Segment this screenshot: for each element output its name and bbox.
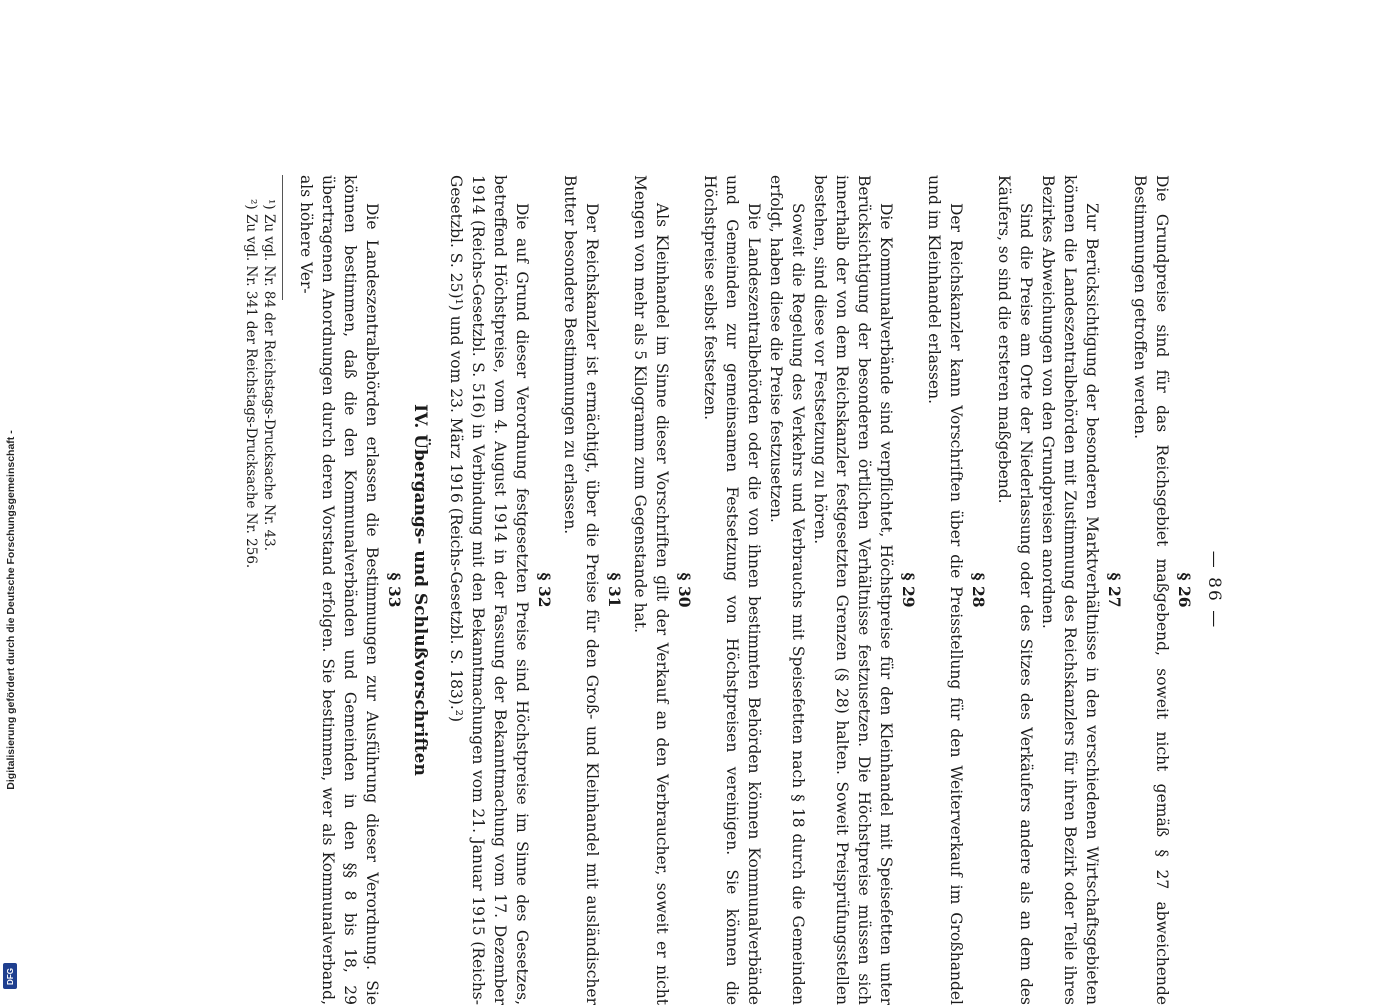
section-27-title: § 27 — [1105, 572, 1124, 608]
section-28-text: Der Reichskanzler kann Vorschriften über die Preisstellung für den Weiterverkauf im Großhandel und im Kleinhandel erlassen. — [925, 175, 965, 1005]
section-30-title: § 30 — [675, 572, 694, 608]
footnote-divider — [282, 175, 283, 300]
dfg-logo: DFG — [3, 963, 17, 989]
section-32-title: § 32 — [535, 572, 554, 608]
section-29-text-2: Soweit die Regelung des Verkehrs und Verbrauchs mit Speisefetten nach § 18 durch die Gemeinden erfolgt, haben diese die Preise festzusetzen. — [767, 175, 807, 1005]
section-30-text: Als Kleinhandel im Sinne dieser Vorschriften gilt der Verkauf an den Verbraucher, soweit er nicht Mengen von mehr als 5 Kilogramm zum Gegenstande hat. — [631, 175, 671, 1005]
footnote-1: ¹) Zu vgl. Nr. 84 der Reichstags-Drucksache Nr. 43. — [261, 199, 277, 552]
section-29-text-3: Die Landeszentralbehörden oder die von ihnen bestimmten Behörden können Kommunalverbände und Gemeinden zur gemeinsamen Festsetzung von Höchstpreisen vereinigen. Sie können die Höchstpreise selbst festsetzen. — [701, 175, 763, 1005]
rotated-document — [155, 175, 1225, 1005]
banner-text: Digitalisierung gefördert durch die Deutsche Forschungsgemeinschaft - — [5, 430, 17, 790]
section-32-text: Die auf Grund dieser Verordnung festgesetzten Preise sind Höchstpreise im Sinne des Gesetzes, betreffend Höchstpreise, vom 4. August 1914 in der Fassung der Bekanntmachung vom 17. Dezember 1914 (Reichs-Gesetzbl. S. 516) in Verbindung mit den Bekanntmachungen vom 21. Januar 1915 (Reichs-Gesetzbl. S. 25)¹) und vom 23. März 1916 (Reichs-Gesetzbl. S. 183).²) — [447, 175, 531, 1005]
section-33-text: Die Landeszentralbehörden erlassen die Bestimmungen zur Ausführung dieser Verordnung. Sie können bestimmen, daß die den Kommunalverbänden und Gemeinden in den §§ 8 bis 18, 29 übertragenen Anordnungen durch deren Vorstand erfolgen. Sie bestimmen, wer als Kommunalverband, als höhere Ver- — [297, 175, 381, 1005]
footnote-2: ²) Zu vgl. Nr. 341 der Reichstags-Drucksache Nr. 256. — [243, 199, 259, 569]
section-31-text: Der Reichskanzler ist ermächtigt, über die Preise für den Groß- und Kleinhandel mit ausländischer Butter besondere Bestimmungen zu erlassen. — [561, 175, 601, 1005]
section-28-title: § 28 — [969, 572, 988, 608]
section-33-title: § 33 — [385, 572, 404, 608]
document-body — [155, 175, 1225, 1005]
section-29-title: § 29 — [899, 572, 918, 608]
digitization-banner — [0, 0, 22, 1000]
section-26-text: Die Grundpreise sind für das Reichsgebiet maßgebend, soweit nicht gemäß § 27 abweichende Bestimmungen getroffen werden. — [1131, 175, 1171, 1005]
chapter-iv-heading: IV. Übergangs- und Schlußvorschriften — [410, 404, 430, 776]
page-number: — 86 — — [1204, 550, 1224, 630]
section-31-title: § 31 — [605, 572, 624, 608]
section-27-text-1: Zur Berücksichtigung der besonderen Marktverhältnisse in den verschiedenen Wirtschaftsgebieten können die Landeszentralbehörden mit Zustimmung des Reichskanzlers für ihren Bezirk oder Teile ihres Bezirkes Abweichungen von den Grundpreisen anordnen. — [1039, 175, 1101, 1005]
section-27-text-2: Sind die Preise am Orte der Niederlassung oder des Sitzes des Verkäufers andere als an dem des Käufers, so sind die ersteren maßgebend. — [995, 175, 1035, 1005]
section-26-title: § 26 — [1175, 572, 1194, 608]
section-29-text-1: Die Kommunalverbände sind verpflichtet, Höchstpreise für den Kleinhandel mit Speisefetten unter Berücksichtigung der besonderen örtlichen Verhältnisse festzusetzen. Die Höchstpreise müssen sich innerhalb der von dem Reichskanzler festgesetzten Grenzen (§ 28) halten. Soweit Preisprüfungsstellen bestehen, sind diese vor Festsetzung zu hören. — [811, 175, 895, 1005]
